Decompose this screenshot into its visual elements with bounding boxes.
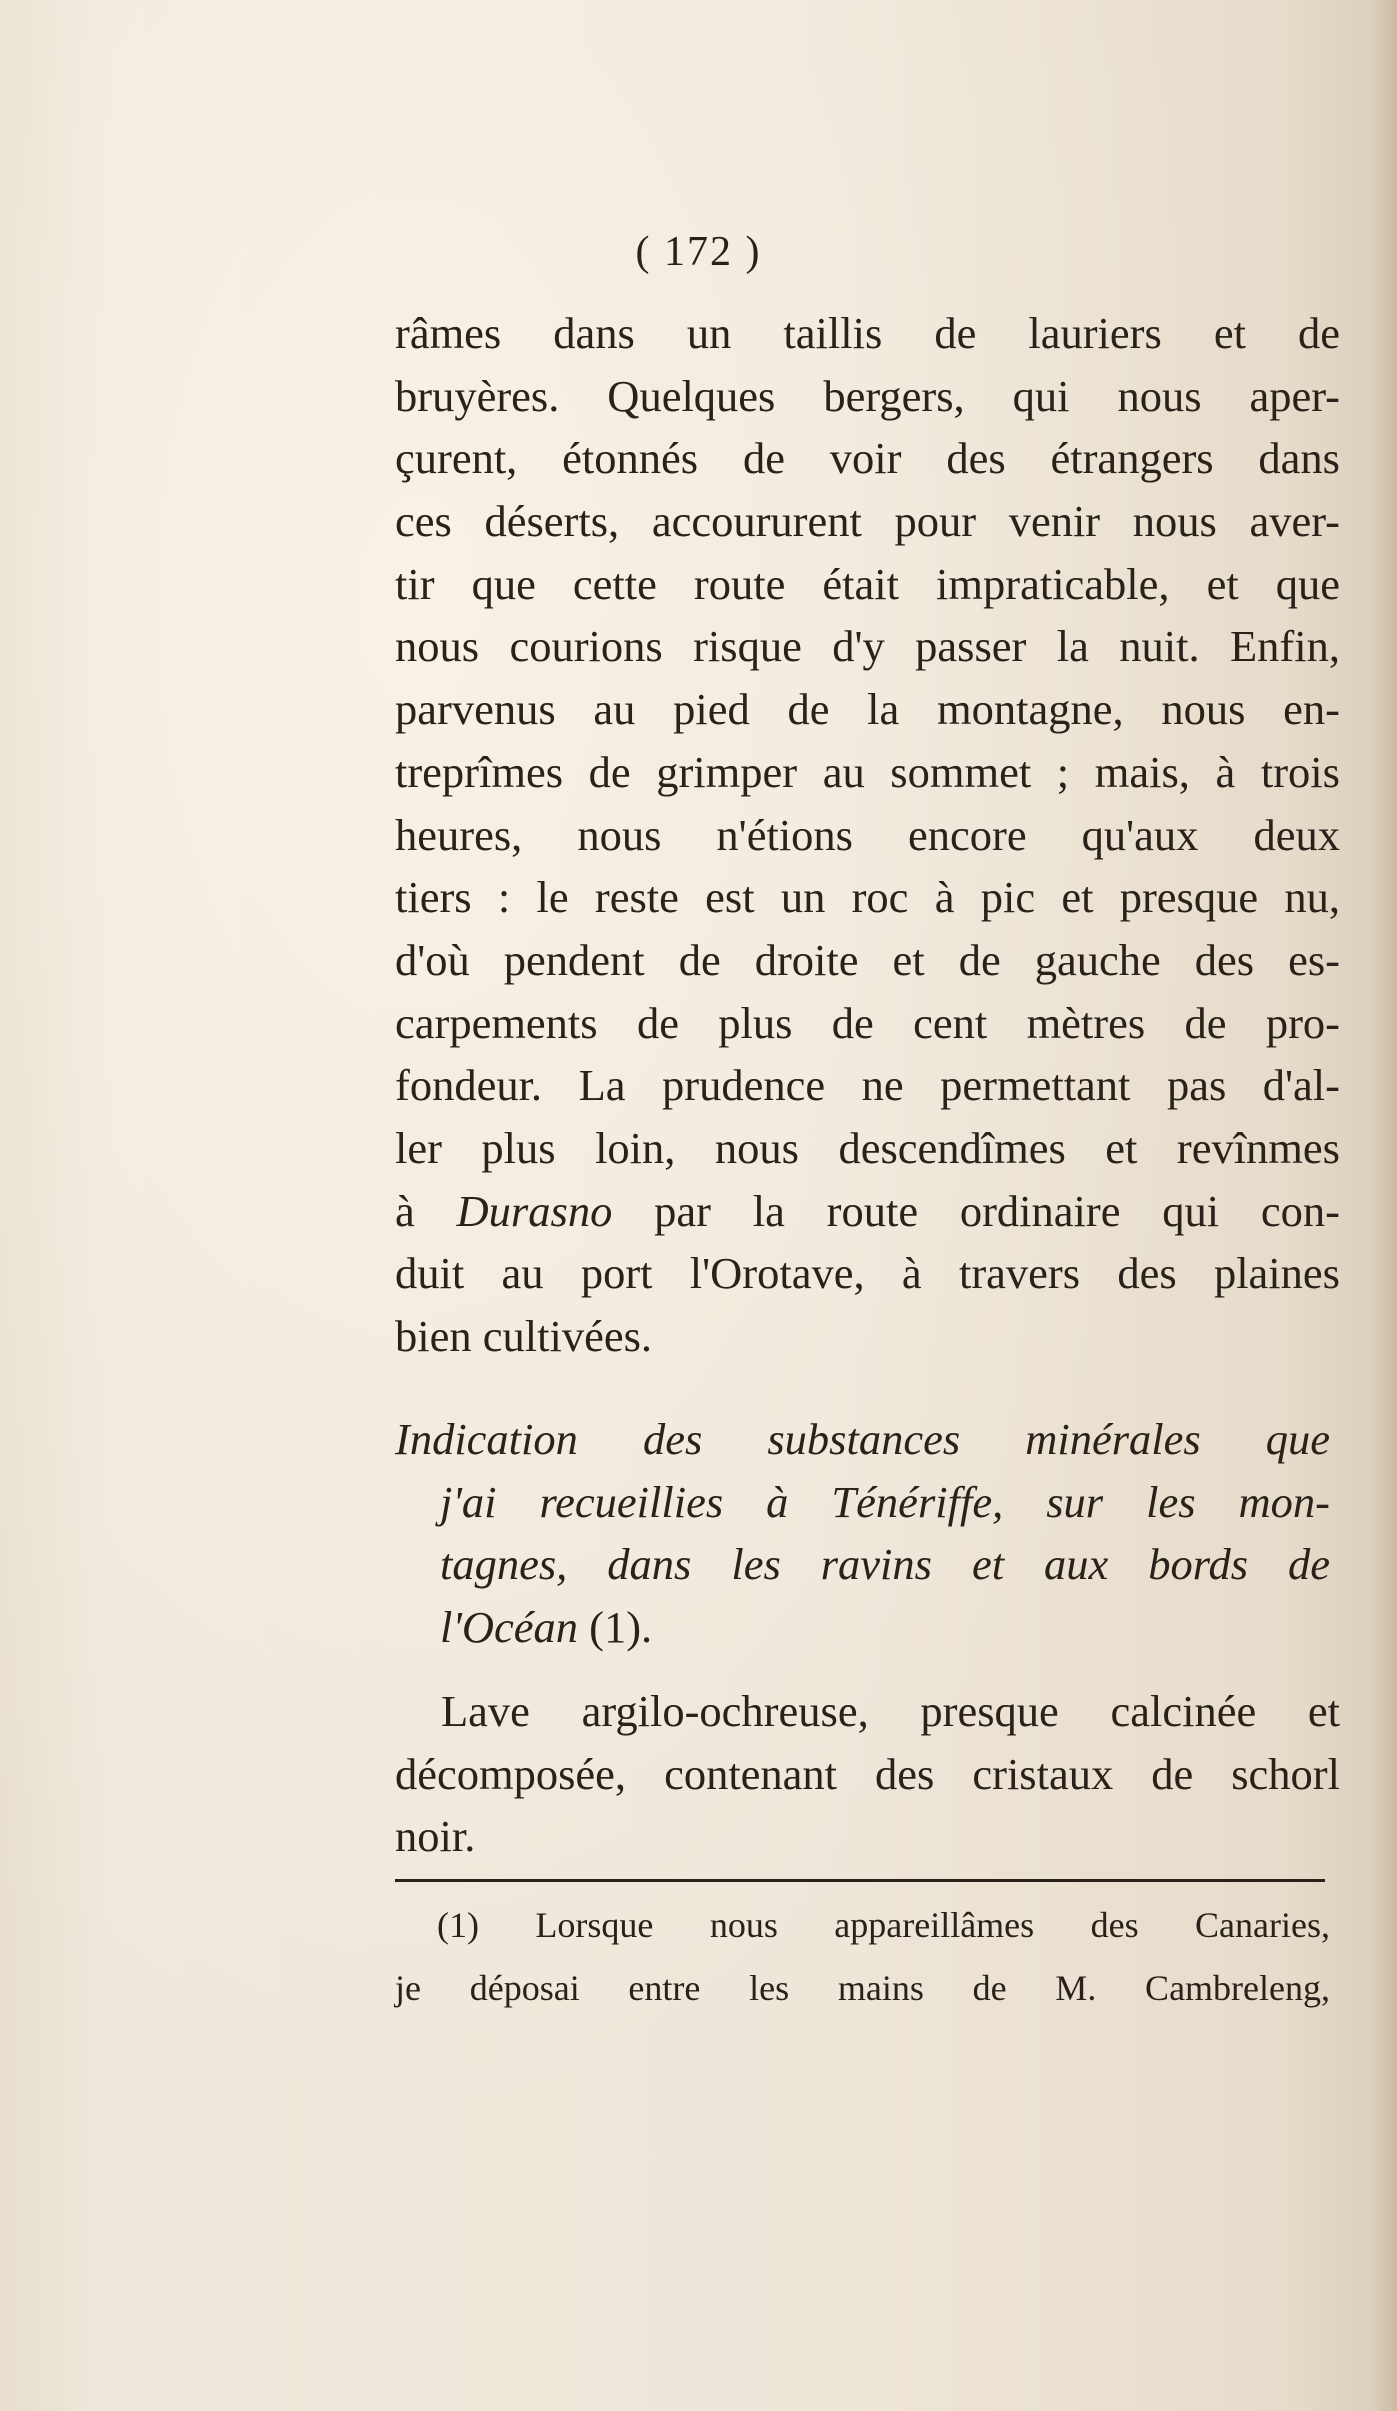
footnote-divider [395, 1879, 1325, 1882]
main-paragraph [395, 302, 1340, 1368]
text-line: parvenus au pied de la montagne, nous en- [395, 684, 1340, 735]
page-edge-shadow [1371, 0, 1397, 2411]
text-line: ces déserts, accoururent pour venir nous aver- [395, 496, 1340, 547]
heading-line: tagnes, dans les ravins et aux bords de [440, 1539, 1330, 1590]
mineral-paragraph [395, 1680, 1340, 1868]
text-line: duit au port l'Orotave, à travers des plaines [395, 1248, 1340, 1299]
text-fragment: par la route ordinaire qui con- [612, 1185, 1340, 1236]
text-line: décomposée, contenant des cristaux de schorl [395, 1748, 1340, 1799]
text-line: ler plus loin, nous descendîmes et revînmes [395, 1122, 1340, 1173]
footnote [395, 1898, 1330, 2023]
text-line: tiers : le reste est un roc à pic et presque nu, [395, 872, 1340, 923]
text-fragment: à [395, 1185, 457, 1236]
text-line: heures, nous n'étions encore qu'aux deux [395, 809, 1340, 860]
footnote-reference: (1). [578, 1602, 653, 1653]
text-line: fondeur. La prudence ne permettant pas d'al- [395, 1060, 1340, 1111]
text-line: noir. [395, 1811, 476, 1862]
section-heading [395, 1408, 1330, 1659]
text-line: d'où pendent de droite et de gauche des es- [395, 934, 1340, 985]
text-line: nous courions risque d'y passer la nuit. Enfin, [395, 621, 1340, 672]
footnote-line: (1) Lorsque nous appareillâmes des Canaries, [437, 1905, 1330, 1945]
text-line-with-place-name [395, 1180, 1340, 1243]
heading-line: Indication des substances minérales que [395, 1414, 1330, 1464]
text-line: râmes dans un taillis de lauriers et de [395, 308, 1340, 358]
text-line: treprîmes de grimper au sommet ; mais, à trois [395, 746, 1340, 797]
footnote-line: je déposai entre les mains de M. Cambreleng, [395, 1967, 1330, 2008]
place-name-durasno: Durasno [456, 1185, 613, 1236]
heading-line [395, 1596, 1330, 1659]
page-number: ( 172 ) [635, 229, 762, 275]
text-line: bruyères. Quelques bergers, qui nous aper- [395, 370, 1340, 421]
text-line: Lave argilo-ochreuse, presque calcinée et [441, 1686, 1340, 1736]
text-line: carpements de plus de cent mètres de pro- [395, 997, 1340, 1048]
text-line: tir que cette route était impraticable, et que [395, 558, 1340, 609]
text-line: çurent, étonnés de voir des étrangers dans [395, 433, 1340, 484]
text-line: bien cultivées. [395, 1311, 653, 1361]
heading-line: j'ai recueillies à Ténériffe, sur les mon- [440, 1476, 1330, 1527]
heading-fragment: l'Océan [440, 1602, 579, 1653]
